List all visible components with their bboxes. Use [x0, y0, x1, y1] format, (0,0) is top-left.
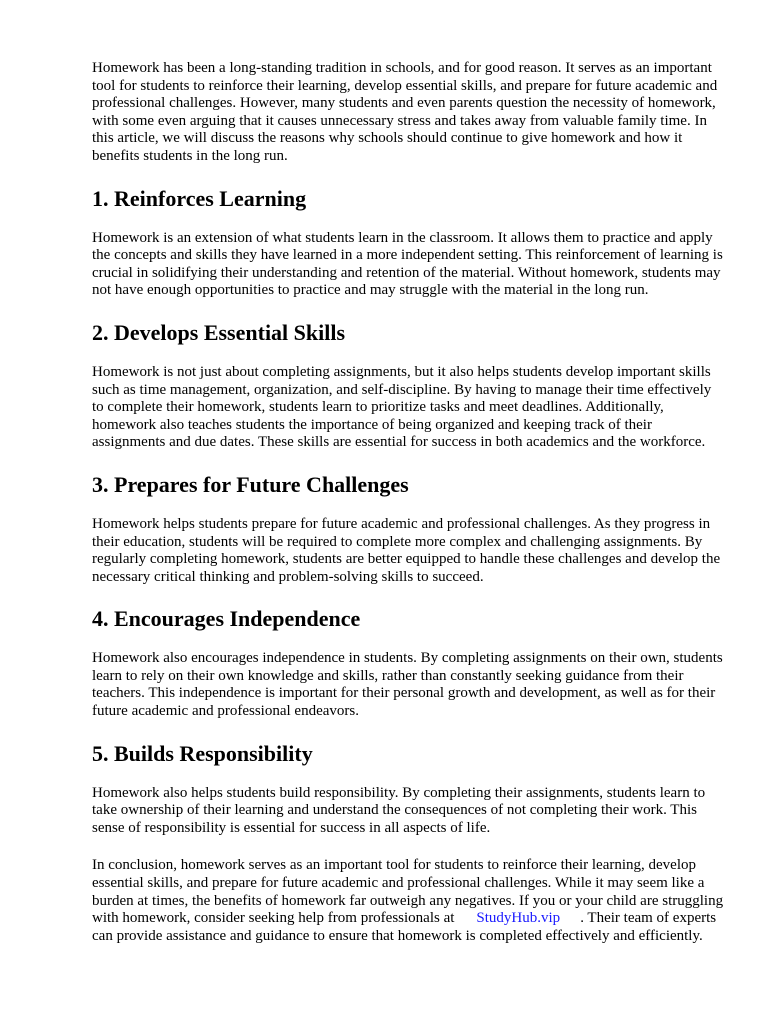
- document-page: [92, 60, 724, 945]
- intro-paragraph: Homework has been a long-standing tradition in schools, and for good reason. It serves as an important tool for students to reinforce their learning, develop essential skills, and prepare for future academic and professional challenges. However, many students and even parents question the necessity of homework, with some even arguing that it causes unnecessary stress and takes away from valuable family time. In this article, we will discuss the reasons why schools should continue to give homework and how it benefits students in the long run.: [92, 60, 718, 164]
- paragraph-develops-essential-skills: Homework is not just about completing assignments, but it also helps students develop important skills such as time management, organization, and self-discipline. By having to manage their time effectively to complete their homework, students learn to prioritize tasks and meet deadlines. Additionally, homework also teaches students the importance of being organized and keeping track of their assignments and due dates. These skills are essential for success in both academics and the workforce.: [92, 363, 712, 451]
- conclusion-paragraph: [92, 857, 724, 945]
- conclusion-text-after-link: . Their team of experts can provide assistance and guidance to ensure that homework is completed effectively and efficiently.: [92, 910, 717, 944]
- paragraph-reinforces-learning: Homework is an extension of what students learn in the classroom. It allows them to practice and apply the concepts and skills they have learned in a more independent setting. This reinforcement of learning is crucial in solidifying their understanding and retention of the material. Without homework, students may not have enough opportunities to practice and may struggle with the material in the long run.: [92, 229, 723, 299]
- heading-encourages-independence: 4. Encourages Independence: [92, 606, 361, 632]
- studyhub-link[interactable]: StudyHub.vip: [476, 910, 561, 927]
- heading-prepares-future-challenges: 3. Prepares for Future Challenges: [92, 471, 409, 497]
- heading-builds-responsibility: 5. Builds Responsibility: [92, 740, 313, 766]
- heading-reinforces-learning: 1. Reinforces Learning: [92, 185, 307, 211]
- paragraph-prepares-future-challenges: Homework helps students prepare for future academic and professional challenges. As they progress in their education, students will be required to complete more complex and challenging assignments. By regularly completing homework, students are better equipped to handle these challenges and develop the necessary critical thinking and problem-solving skills to succeed.: [92, 515, 721, 585]
- conclusion-text-before-link: In conclusion, homework serves as an important tool for students to reinforce their learning, develop essential skills, and prepare for future academic and professional challenges. While it may seem like a burden at times, the benefits of homework far outweigh any negatives. If you or your child are struggling with homework, consider seeking help from professionals at: [92, 857, 724, 927]
- paragraph-encourages-independence: Homework also encourages independence in students. By completing assignments on their own, students learn to rely on their own knowledge and skills, rather than constantly seeking guidance from their teachers. This independence is important for their personal growth and development, as well as for their future academic and professional endeavors.: [92, 650, 723, 720]
- paragraph-builds-responsibility: Homework also helps students build responsibility. By completing their assignments, students learn to take ownership of their learning and understand the consequences of not completing their work. This sense of responsibility is essential for success in all aspects of life.: [92, 784, 706, 836]
- heading-develops-essential-skills: 2. Develops Essential Skills: [92, 319, 346, 345]
